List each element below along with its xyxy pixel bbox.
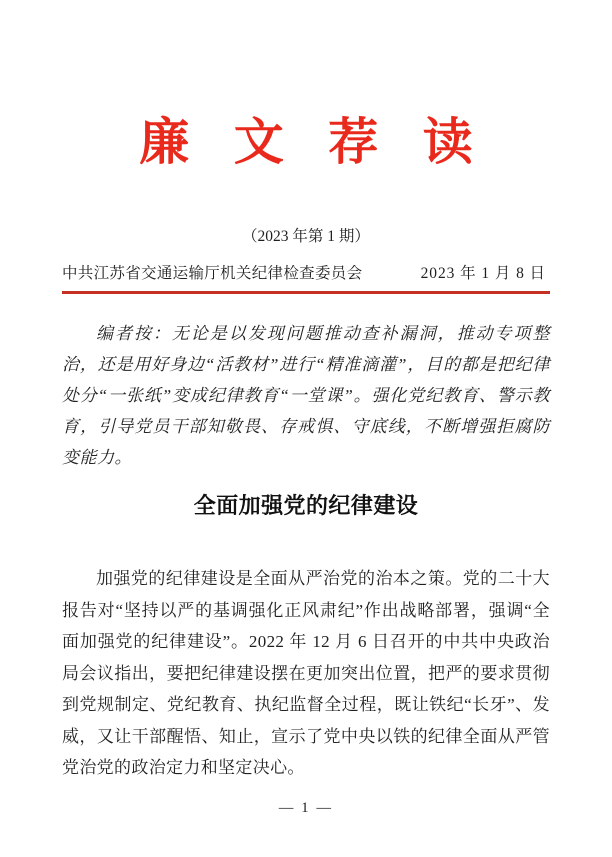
issuing-organization: 中共江苏省交通运输厅机关纪律检查委员会 [62, 265, 363, 282]
masthead-row [62, 263, 550, 294]
document-title: 廉 文 荐 读 [139, 114, 489, 170]
editor-note: 编者按：无论是以发现问题推动查补漏洞，推动专项整治，还是用好身边“活教材”进行“精准滴灌”，目的都是把纪律处分“一张纸”变成纪律教育“一堂课”。强化党纪教育、警示教育，引导党员干部知敬畏、存戒惧、守底线，不断增强拒腐防变能力。 [62, 324, 550, 467]
article-body: 加强党的纪律建设是全面从严治党的治本之策。党的二十大报告对“坚持以严的基调强化正风肃纪”作出战略部署，强调“全面加强党的纪律建设”。2022 年 12 月 6 日召开的中共中央政治局会议指出，要把纪律建设摆在更加突出位置，把严的要求贯彻到党规制定、党纪教育、执纪监督全过程，既让铁纪“长牙”、发威，又让干部醒悟、知止，宣示了党中央以铁的纪律全面从严管党治党的政治定力和坚定决心。 [62, 569, 550, 777]
page-number: — 1 — [278, 800, 334, 816]
issue-number: （2023 年第 1 期） [242, 228, 370, 245]
publish-date: 2023 年 1 月 8 日 [420, 265, 546, 282]
document-content [0, 112, 612, 784]
article-title: 全面加强党的纪律建设 [193, 493, 419, 518]
